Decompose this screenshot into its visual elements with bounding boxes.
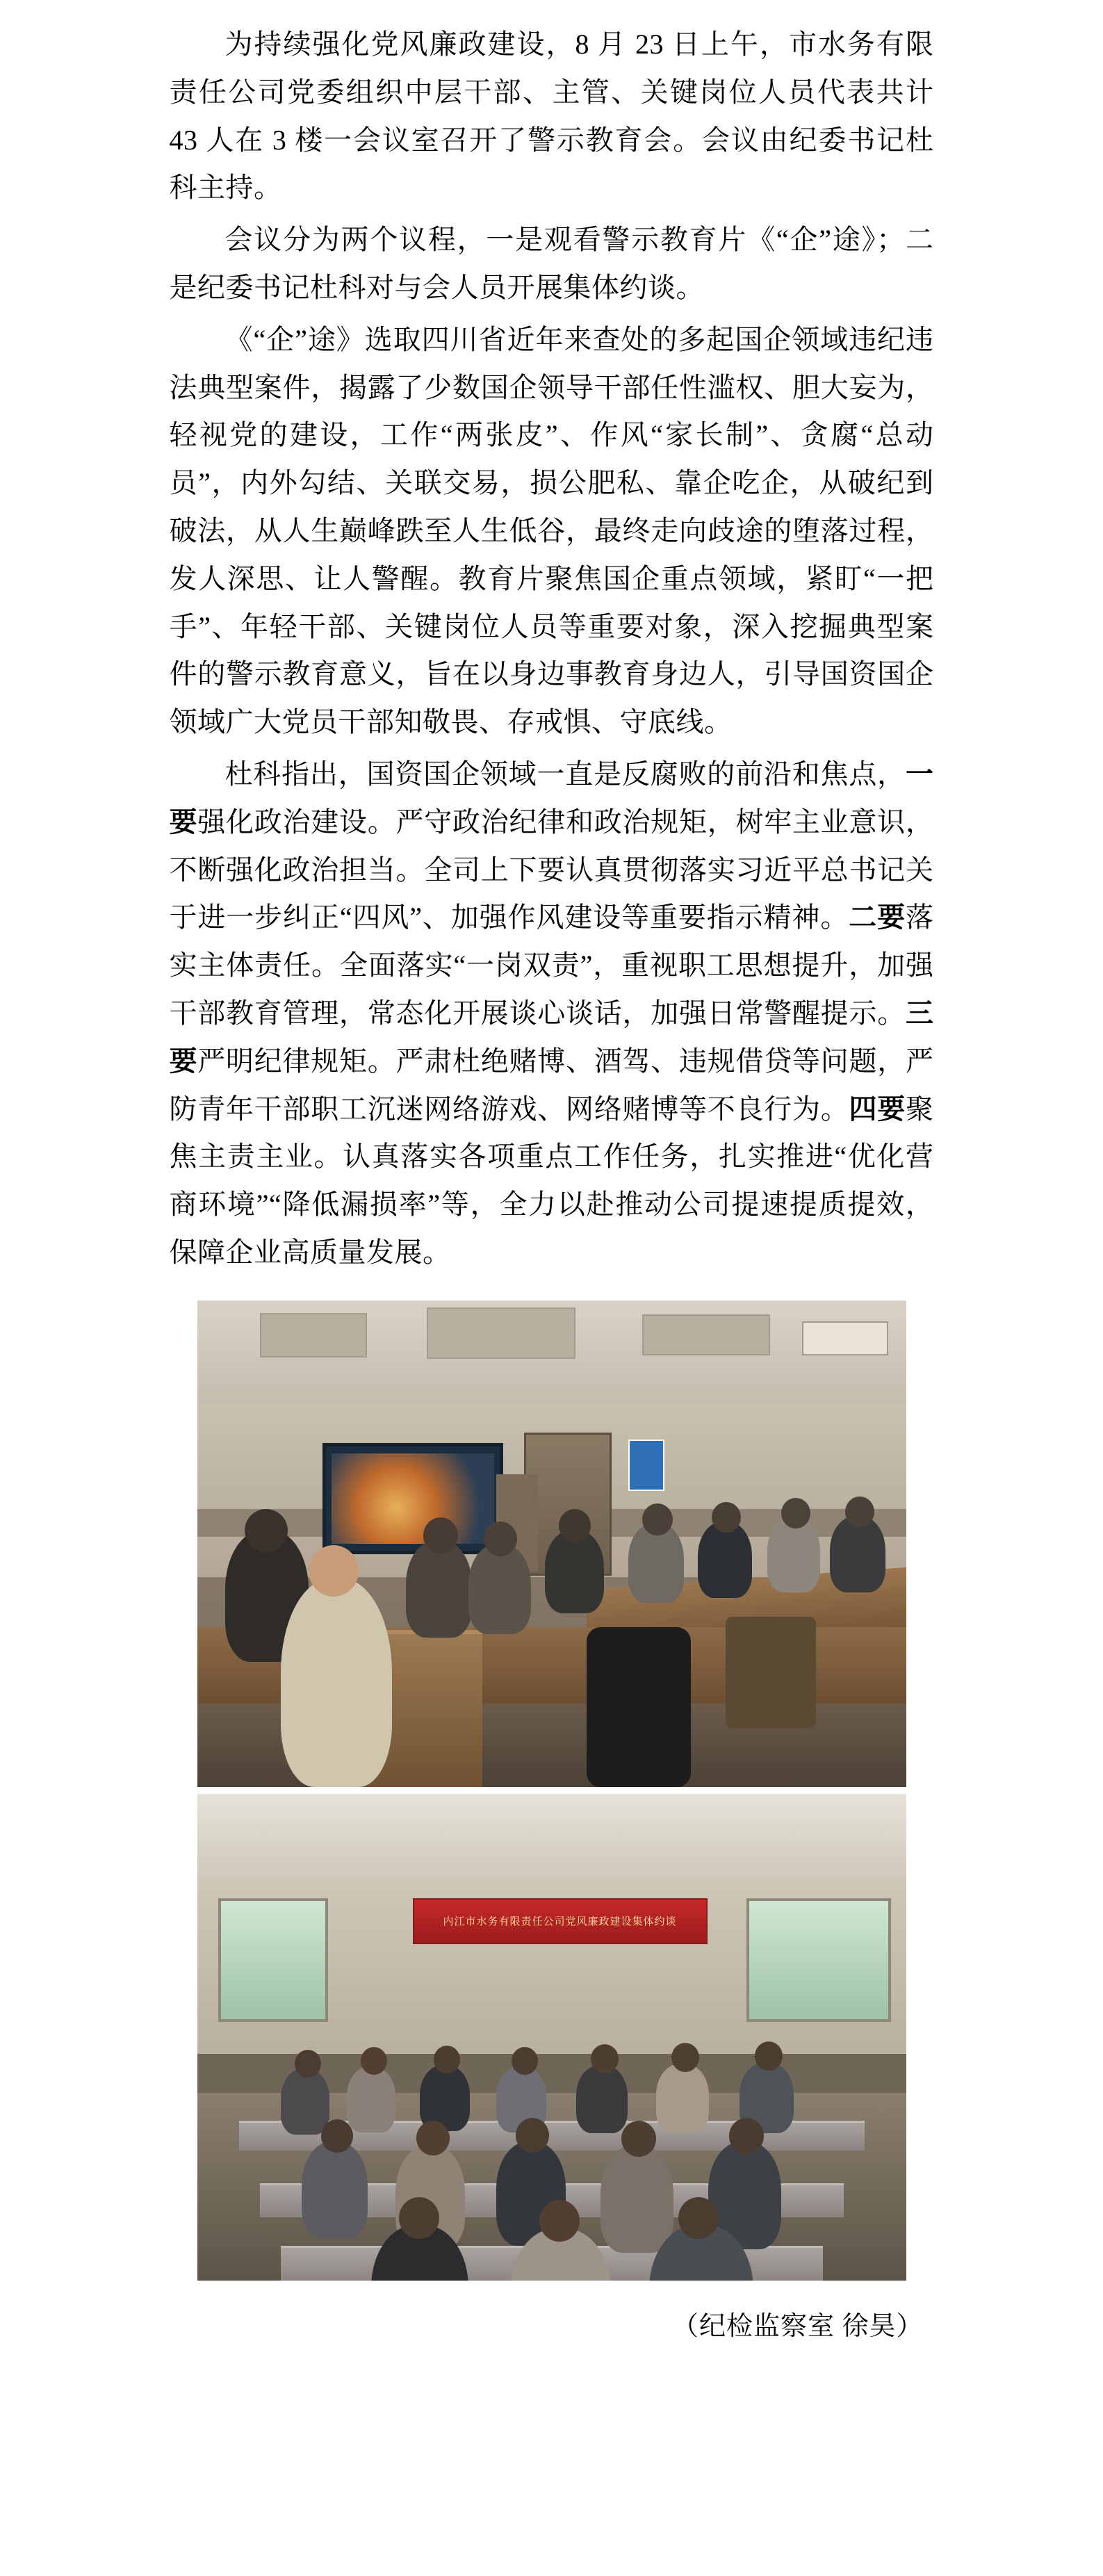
run-text: 严明纪律规矩。严肃杜绝赌博、酒驾、违规借贷等问题，严防青年干部职工沉迷网络游戏、网络赌博等不良行为。 [169,1045,934,1125]
projection-screen [322,1443,503,1554]
attendee-head [423,1517,458,1554]
attendee-head [416,2121,450,2155]
office-chair [587,1627,691,1787]
run-emphasis-first: 一要 [169,758,934,838]
run-text: 落实主体责任。全面落实“一岗双责”，重视职工思想提升，加强干部教育管理，常态化开展谈心谈话，加强日常警醒提示。 [169,902,934,1029]
run-text: 杜科指出，国资国企领域一直是反腐败的前沿和焦点， [224,758,906,790]
paragraph-4 [170,751,934,1277]
attendee-head [361,2047,387,2075]
attendee-head [245,1509,288,1552]
attendee-head [559,1509,591,1542]
wall-sign [628,1440,664,1491]
attendee-head [516,2118,549,2153]
attendee-head [781,1498,810,1529]
chair [726,1617,816,1728]
attendee-head [845,1497,874,1527]
attendee-head [512,2047,538,2075]
ceiling-light [802,1321,888,1355]
paragraph-2: 会议分为两个议程，一是观看警示教育片《“企”途》；二是纪委书记杜科对与会人员开展集体约谈。 [169,224,934,303]
screen-content [332,1453,494,1544]
attendee-head [642,1503,673,1535]
attendee [347,2066,395,2133]
attendee [576,2065,628,2133]
attendee [830,1516,885,1592]
attendee-head [621,2121,656,2157]
window [218,1898,328,2022]
attendee-head [484,1522,517,1556]
attendee-head [295,2050,321,2078]
run-text: 聚焦主责主业。认真落实各项重点工作任务，扎实推进“优化营商环境”“降低漏损率”等，全力以赴推动公司提速提质提效，保障企业高质量发展。 [169,1093,934,1268]
attendee [302,2142,368,2239]
attendee-head [729,2118,764,2154]
attendee-head [539,2200,580,2242]
attendee [406,1540,472,1638]
figure-meeting-room-photo [197,1301,906,1787]
event-banner: 内江市水务有限责任公司党风廉政建设集体约谈 [413,1898,708,1944]
attendee-head [321,2119,353,2153]
run-emphasis-third: 三要 [169,997,934,1077]
document-caption: （纪检监察室 徐昊） [671,2311,924,2341]
attendee-head [309,1545,359,1597]
attendee-head [591,2044,619,2073]
run-text: 强化政治建设。严守政治纪律和政治规矩，树牢主业意识，不断强化政治担当。全司上下要认真贯彻落实习近平总书记关于进一步纠正“四风”、加强作风建设等重要指示精神。 [169,806,934,934]
attendee-head [671,2043,699,2072]
ceiling-panel [642,1314,770,1355]
window [746,1898,891,2022]
attendee [468,1544,531,1634]
ceiling-panel [260,1313,367,1358]
attendee-head [755,2041,783,2071]
attendee [767,1517,820,1592]
attendee-head [712,1502,741,1533]
run-emphasis-second: 二要 [849,902,906,934]
paragraph-3: 《“企”途》选取四川省近年来查处的多起国企领域违纪违法典型案件，揭露了少数国企领导干部任性滥权、胆大妄为，轻视党的建设，工作“两张皮”、作风“家长制”、贪腐“总动员”，内外勾结、关联交易，损公肥私、靠企吃企，从破纪到破法，从人生巅峰跌至人生低谷，最终走向歧途的堕落过程，发人深思、让人警醒。教育片聚焦国企重点领域，紧盯“一把手”、年轻干部、关键岗位人员等重要对象，深入挖掘典型案件的警示教育意义，旨在以身边事教育身边人，引导国资国企领域广大党员干部知敬畏、存戒惧、守底线。 [169,323,934,738]
attendee [281,1579,392,1787]
attendee-head [434,2046,460,2073]
attendee-head [678,2197,719,2239]
ceiling-panel [427,1307,575,1359]
attendee-head [399,2197,439,2239]
attendee [656,2064,709,2133]
attendee [545,1530,604,1613]
article-body [170,21,934,1277]
ceiling [197,1794,906,1877]
paragraph-1: 为持续强化党风廉政建设，8 月 23 日上午，市水务有限责任公司党委组织中层干部、主管、关键岗位人员代表共计 43 人在 3 楼一会议室召开了警示教育会。会议由纪委书记杜科主持。 [169,28,934,204]
attendee [600,2145,673,2253]
figure-group [197,1301,906,2281]
figure-collective-talk-photo [197,1794,906,2281]
attendee [698,1522,752,1598]
run-emphasis-fourth: 四要 [849,1093,906,1125]
attendee [281,2069,329,2135]
